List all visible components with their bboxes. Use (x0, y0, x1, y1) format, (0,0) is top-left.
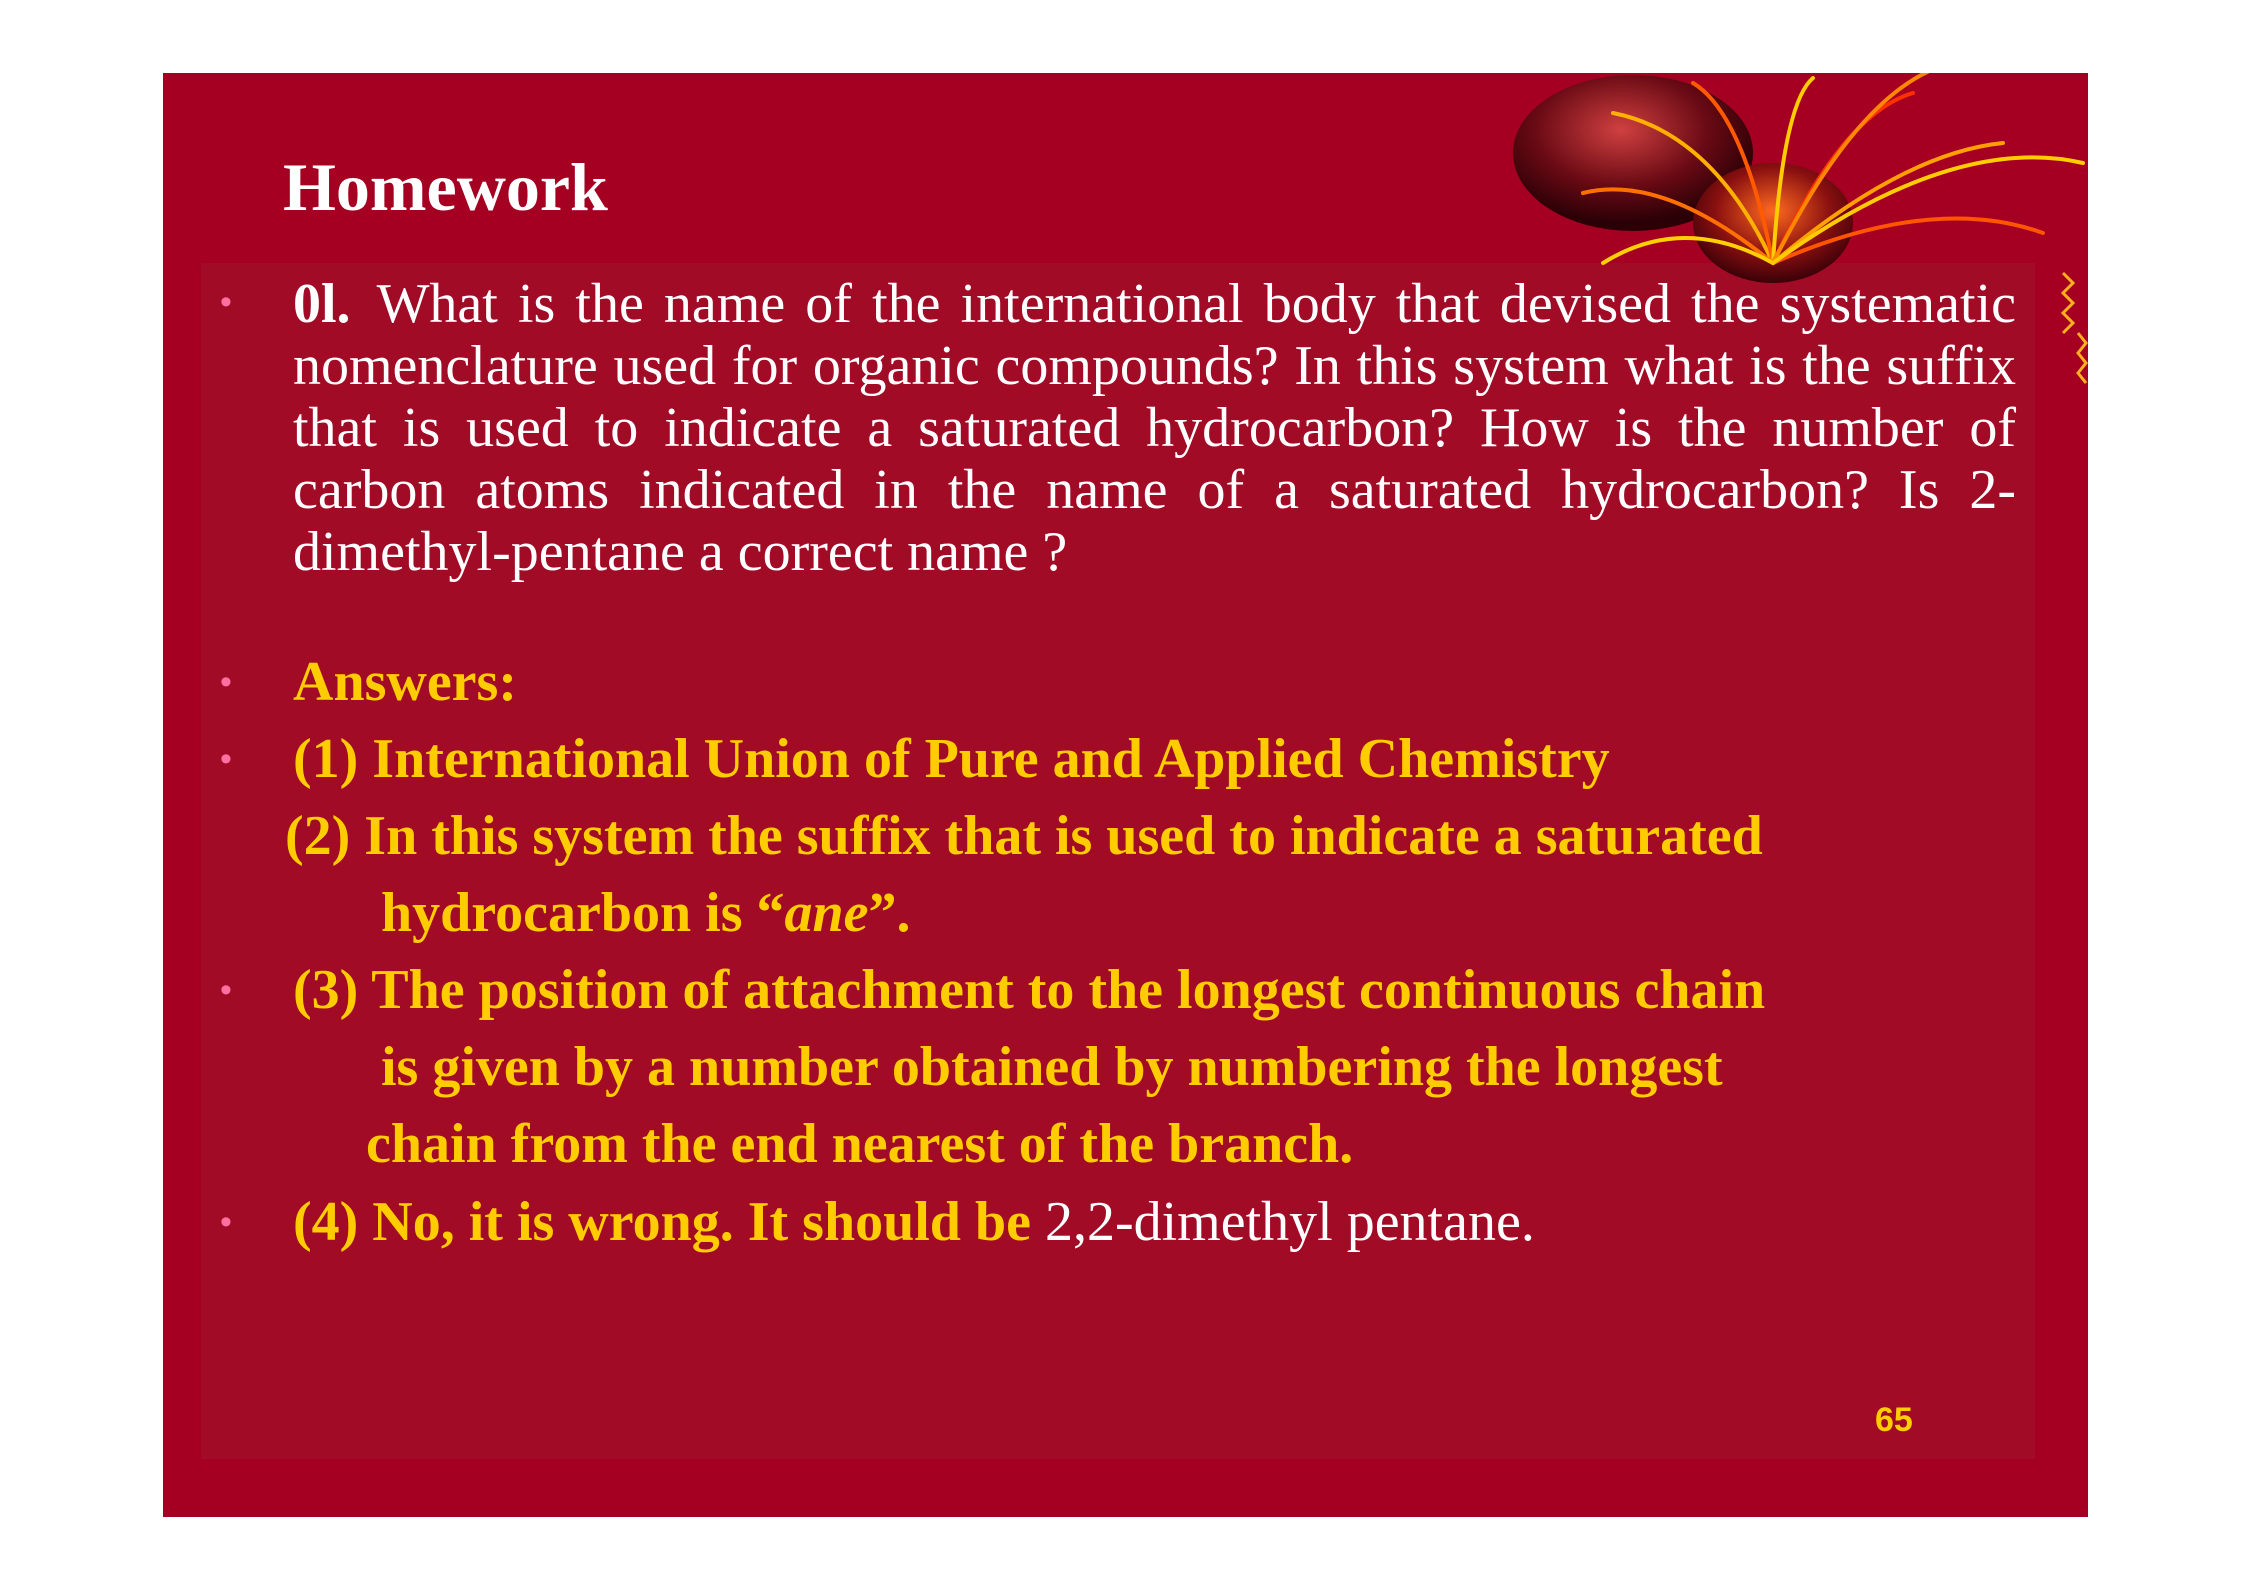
bullet: • (220, 663, 232, 701)
answer-4-bold: (4) No, it is wrong. It should be (293, 1191, 1031, 1253)
bullet: • (220, 971, 232, 1009)
bullet: • (220, 740, 232, 778)
bullet: • (220, 1203, 232, 1241)
answer-1: (1) International Union of Pure and Applied Chemistry (293, 728, 1610, 790)
page-number: 65 (1875, 1401, 1913, 1439)
answers-label: Answers: (293, 651, 517, 713)
question-number: 0l. (293, 273, 351, 335)
question-text: What is the name of the international body that devised the systematic nomenclature used for organic compounds? In this system what is the suffix that is used to indicate a saturated hydrocarbon? How is the number of carbon atoms indicated in the name of a saturated hydrocarbon? Is 2-dimethyl-pentane a correct name ? (293, 273, 2016, 583)
answer-2-line-2 (381, 882, 910, 944)
question-paragraph (293, 273, 2016, 583)
answer-2-suffix-word: ane (784, 882, 869, 944)
answer-2-line-1: (2) In this system the suffix that is used to indicate a saturated (285, 805, 1763, 867)
answer-3-line-1: (3) The position of attachment to the longest continuous chain (293, 959, 1766, 1021)
slide (163, 73, 2088, 1517)
answer-2-end: ”. (868, 882, 911, 944)
answer-3-line-3: chain from the end nearest of the branch. (366, 1113, 1354, 1175)
bullet: • (220, 283, 232, 321)
answer-4-normal: 2,2-dimethyl pentane. (1044, 1191, 1535, 1253)
answer-4 (293, 1191, 1535, 1253)
answer-2-prefix: hydrocarbon is “ (381, 882, 785, 944)
answer-3-line-2: is given by a number obtained by numbering the longest (381, 1036, 1723, 1098)
slide-title: Homework (283, 149, 608, 225)
